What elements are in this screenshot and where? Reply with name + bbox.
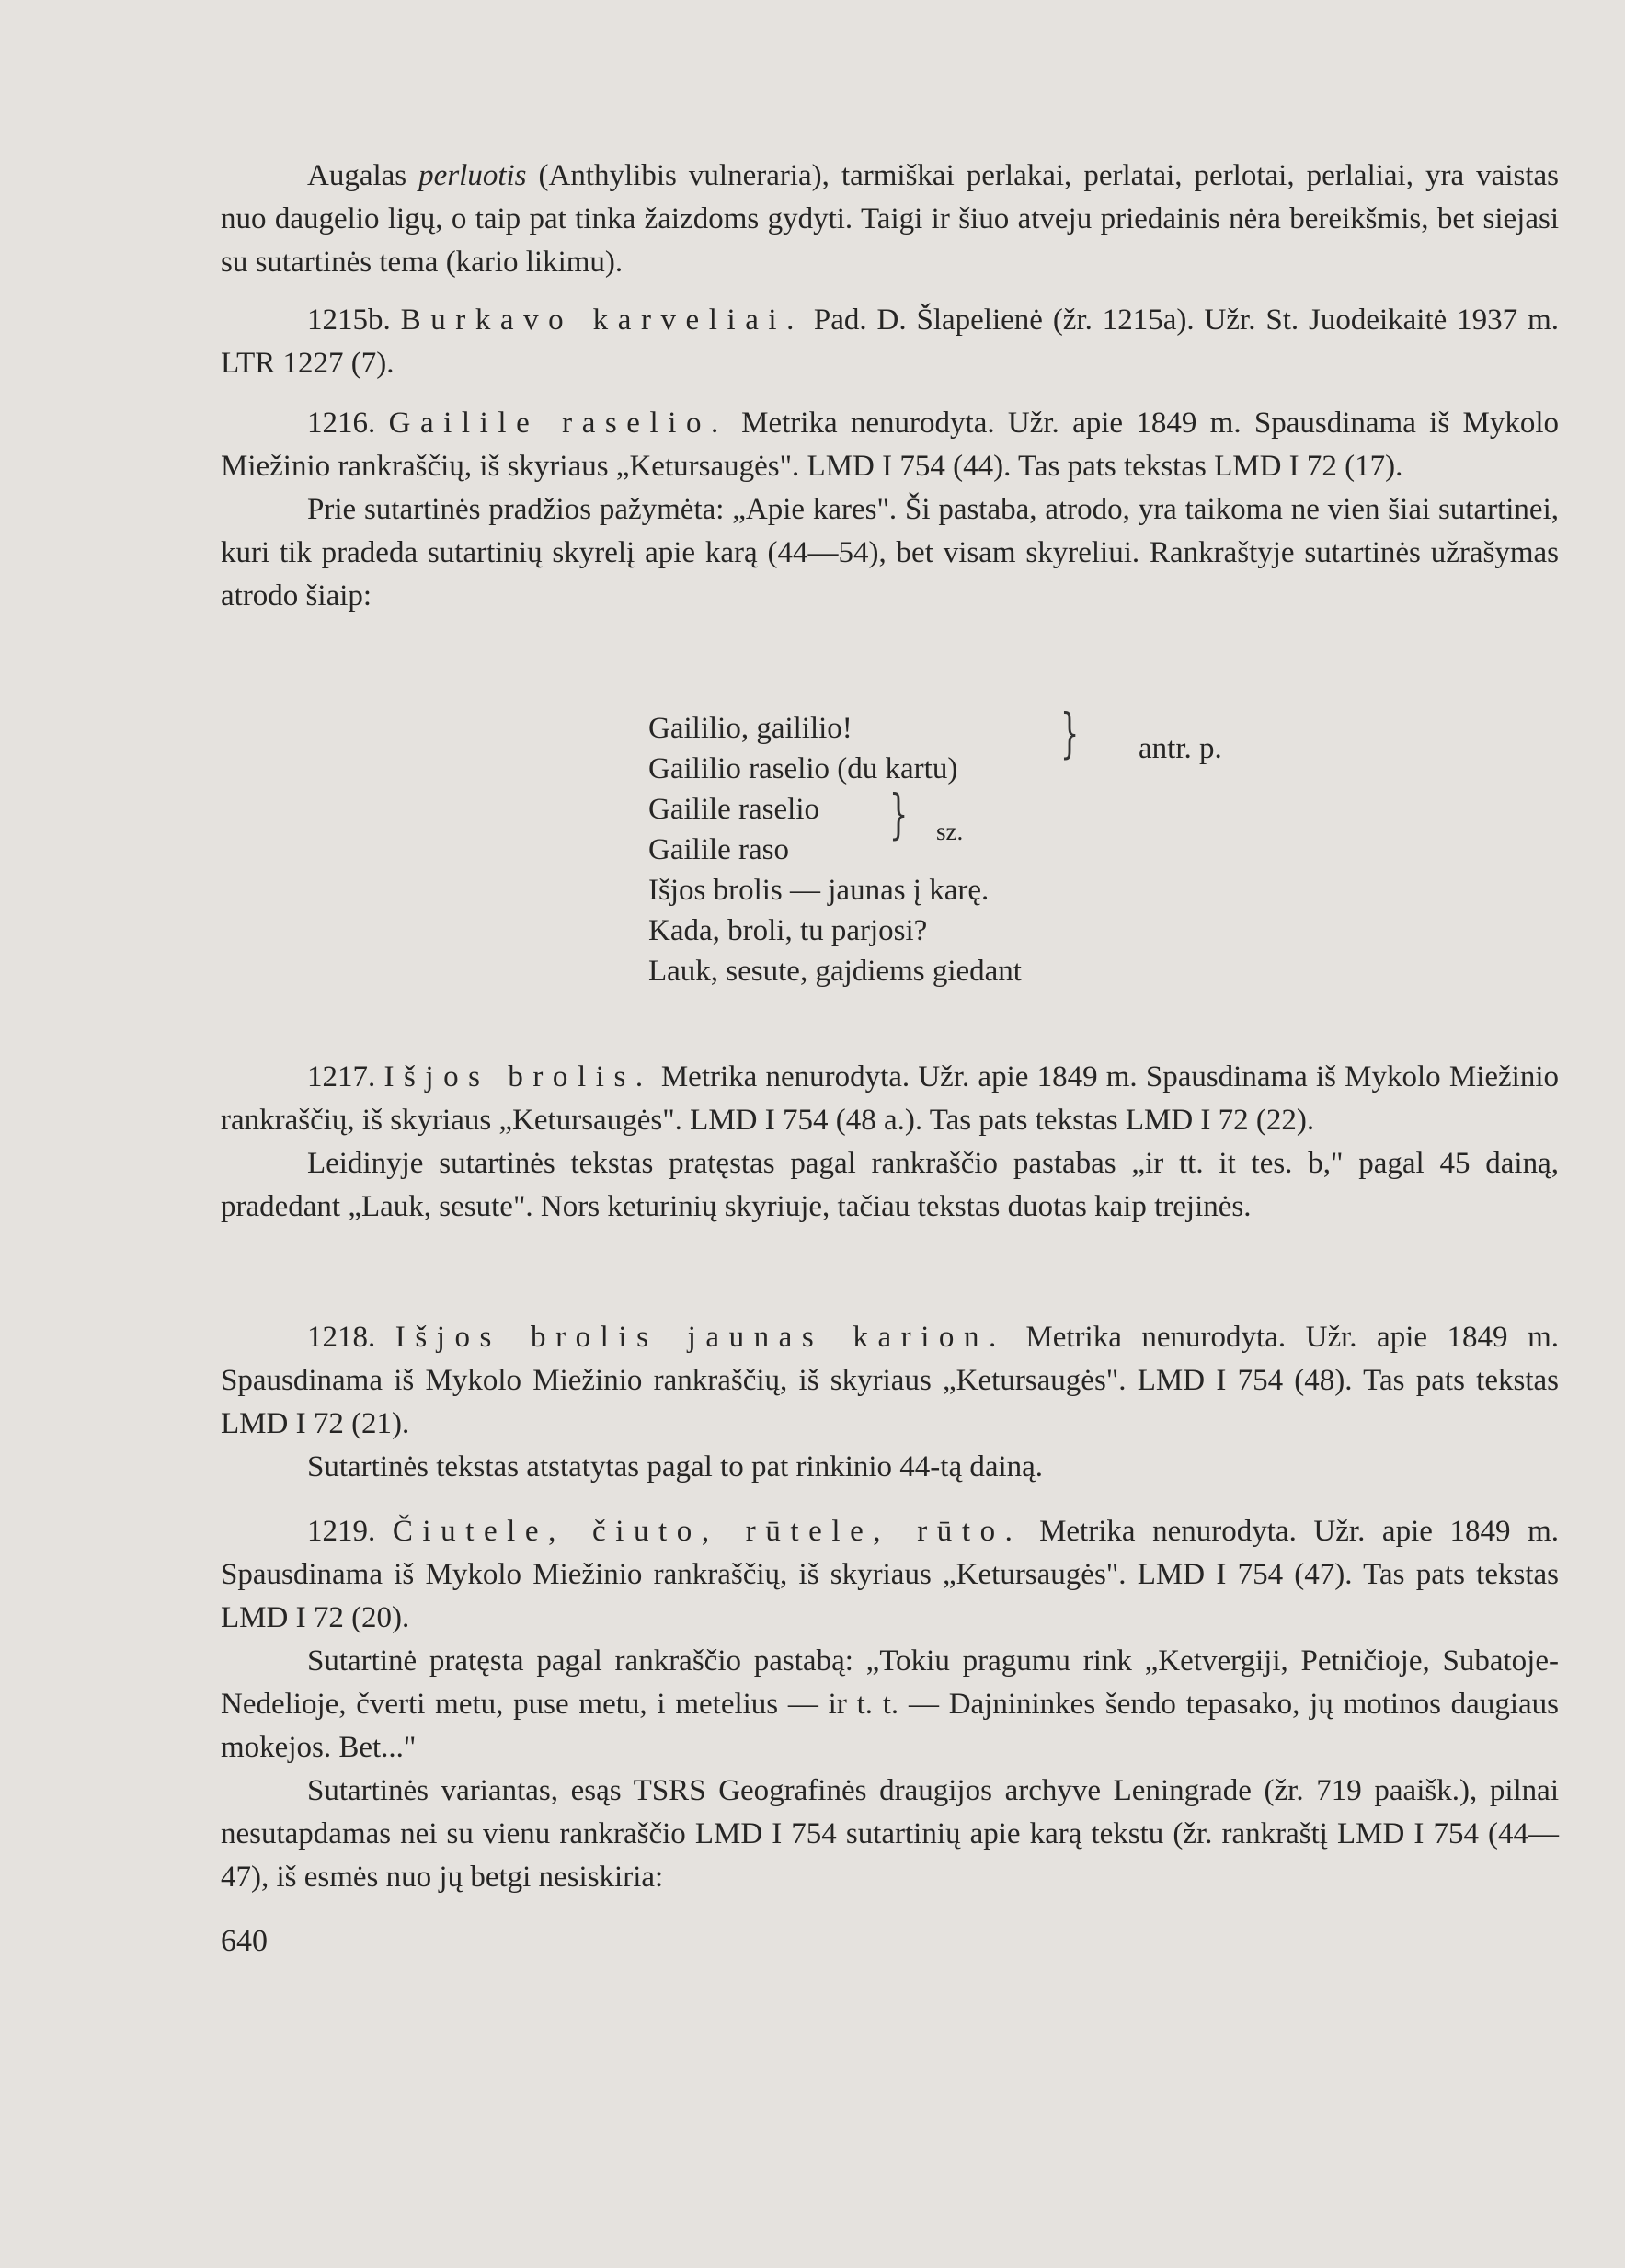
entry-1217 bbox=[221, 1056, 1559, 1229]
paragraph-atstatytas: Sutartinės tekstas atstatytas pagal to pat rinkinio 44-tą dainą. bbox=[307, 1450, 1044, 1483]
right-brace: } bbox=[889, 783, 909, 845]
entry-text: Pad. D. Šlapelienė (žr. 1215a). Užr. St. Juodeikaitė 1937 m. LTR 1227 (7). bbox=[221, 304, 1559, 380]
entry-number: 1217. bbox=[307, 1060, 376, 1094]
entry-title: Čiutele, čiuto, rūtele, rūto. bbox=[392, 1515, 1023, 1548]
poem-line: Gailile raso bbox=[648, 833, 790, 866]
entry-text: Metrika nenurodyta. Užr. apie 1849 m. Spausdinama iš Mykolo Miežinio rankraščių, iš skyriaus „Ketursaugės". LMD I 754 (47). Tas pats tekstas LMD I 72 (20). bbox=[221, 1515, 1560, 1634]
paragraph-prateista: Sutartinė pratęsta pagal rankraščio pastabą: „Tokiu pragumu rink „Ketvergiji, Petničioje, Subatoje-Nedelioje, čverti metu, puse metu, i metelius — ir t. t. — Dajnininkes šendo tepasako, jų motinos daugiaus mokejos. Bet..." bbox=[221, 1644, 1559, 1764]
entry-text: Metrika nenurodyta. Užr. apie 1849 m. Spausdinama iš Mykolo Miežinio rankraščių, iš skyriaus „Ketursaugės". LMD I 754 (44). Tas pats tekstas LMD I 72 (17). bbox=[221, 407, 1560, 483]
entry-text: Metrika nenurodyta. Užr. apie 1849 m. Spausdinama iš Mykolo Miežinio rankraščių, iš skyriaus „Ketursaugės". LMD I 754 (48 a.). Tas pats tekstas LMD I 72 (22). bbox=[221, 1060, 1560, 1137]
poem-line: Gaililio, gaililio! bbox=[648, 712, 853, 745]
text-run: Augalas bbox=[307, 159, 419, 192]
entry-1219 bbox=[221, 1510, 1559, 1899]
poem-line: Gailile raselio bbox=[648, 793, 820, 826]
poem-line: Kada, broli, tu parjosi? bbox=[648, 914, 928, 947]
entry-number: 1215b. bbox=[307, 304, 391, 337]
entry-title: Išjos brolis. bbox=[383, 1060, 653, 1094]
poem-line: Gaililio raselio (du kartu) bbox=[648, 752, 958, 785]
poem-line: Išjos brolis — jaunas į karę. bbox=[648, 874, 990, 907]
entry-title: Burkavo karveliai. bbox=[400, 304, 804, 337]
entry-title: Išjos brolis jaunas karion. bbox=[395, 1321, 1006, 1354]
brace-note: sz. bbox=[936, 818, 964, 845]
page-number: 640 bbox=[221, 1924, 268, 1958]
entry-text: Metrika nenurodyta. Užr. apie 1849 m. Spausdinama iš Mykolo Miežinio rankraščių, iš skyriaus „Ketursaugės". LMD I 754 (48). Tas pats tekstas LMD I 72 (21). bbox=[221, 1321, 1559, 1440]
paragraph-prie: Prie sutartinės pradžios pažymėta: „Apie kares". Ši pastaba, atrodo, yra taikoma ne vien šiai sutartinei, kuri tik pradeda sutartinių skyrelį apie karą (44—54), bet visam skyreliui. Rankraštyje sutartinės užrašymas atrodo šiaip: bbox=[221, 493, 1559, 613]
entry-1215b bbox=[221, 299, 1559, 385]
entry-number: 1219. bbox=[307, 1515, 376, 1548]
right-brace: } bbox=[1060, 702, 1080, 764]
paragraph-variantas: Sutartinės variantas, esąs TSRS Geografinės draugijos archyve Leningrade (žr. 719 paaišk.), pilnai nesutapdamas nei su vienu rankraščio LMD I 754 sutartinių apie karą tekstu (žr. rankraštį LMD I 754 (44—47), iš esmės nuo jų betgi nesiskiria: bbox=[221, 1774, 1559, 1894]
entry-1216 bbox=[221, 402, 1559, 618]
text-run: (Anthylibis vulneraria), tarmiškai perlakai, perlatai, perlotai, perlaliai, yra vaistas nuo daugelio ligų, o taip pat tinka žaizdoms gydyti. Taigi ir šiuo atveju priedainis nėra bereikšmis, bet siejasi su sutartinės tema (kario likimu). bbox=[221, 159, 1559, 279]
entry-number: 1216. bbox=[307, 407, 376, 440]
paragraph-augalas bbox=[221, 155, 1559, 284]
poem-line: Lauk, sesute, gajdiems giedant bbox=[648, 955, 1022, 988]
entry-number: 1218. bbox=[307, 1321, 376, 1354]
paragraph-leidinyje: Leidinyje sutartinės tekstas pratęstas pagal rankraščio pastabas „ir tt. it tes. b," pagal 45 dainą, pradedant „Lauk, sesute". Nors keturinių skyriuje, tačiau tekstas duotas kaip trejinės. bbox=[221, 1147, 1559, 1223]
brace-note: antr. p. bbox=[1139, 732, 1222, 765]
entry-1218 bbox=[221, 1316, 1559, 1489]
entry-title: Gailile raselio. bbox=[388, 407, 728, 440]
italic-term: perluotis bbox=[418, 159, 527, 192]
